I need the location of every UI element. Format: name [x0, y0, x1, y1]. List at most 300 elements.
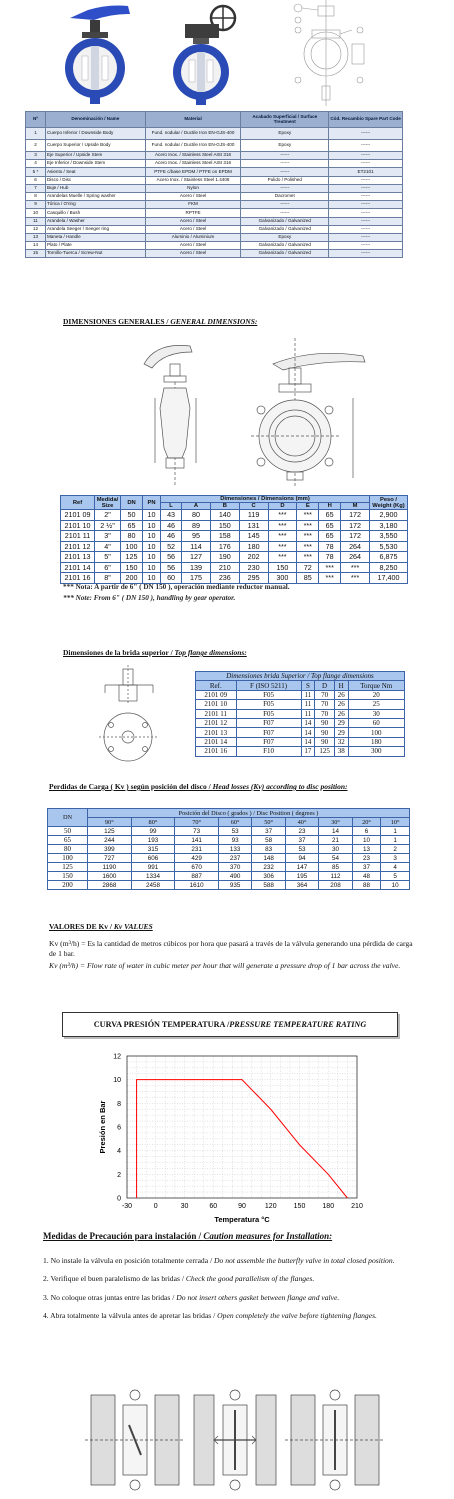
kv-definition-en: Kv (m³/h) = Flow rate of water in cubic meter per hour that will generate a pressure drop of 1 bar across the valve. [49, 961, 401, 970]
col-flange: Ref. [196, 681, 237, 690]
title-en: Kv VALUES [113, 922, 153, 931]
cell-name: Asiento / Seat [45, 168, 145, 176]
cell-number: 2 [26, 140, 46, 152]
table-cell: 11 [301, 690, 315, 699]
cell-dn: 80 [48, 845, 88, 854]
cell-name: Disco / Disc [45, 176, 145, 184]
caution-item [43, 1274, 423, 1284]
col-dim: M [341, 503, 370, 510]
caution-list [43, 1256, 423, 1321]
flange-drawing [85, 665, 175, 765]
table-cell: 230 [239, 562, 268, 573]
table-cell: 58 [252, 836, 285, 845]
top-flange-title [63, 648, 247, 657]
table-cell: 88 [352, 881, 381, 890]
col-name: Denominación / Name [45, 112, 145, 128]
table-cell: 100 [348, 728, 404, 737]
y-tick-label: 2 [117, 1171, 121, 1179]
cell-number: 14 [26, 242, 46, 250]
col-ref: Ref [61, 496, 95, 510]
y-axis-label: Presión en Bar [98, 1100, 107, 1154]
col-dn: DN [121, 496, 143, 510]
table-cell: 25 [348, 700, 404, 709]
x-tick-label: 30 [180, 1203, 189, 1210]
col-flange: H [334, 681, 348, 690]
col-angle: 90° [88, 818, 132, 827]
table-row [196, 718, 405, 727]
table-row [26, 192, 403, 200]
table-cell: 935 [218, 881, 251, 890]
table-cell: 14 [319, 827, 352, 836]
cell-surface: Epoxy [241, 233, 329, 241]
table-cell: 29 [334, 728, 348, 737]
table-cell: 306 [252, 872, 285, 881]
table-cell: 300 [348, 747, 404, 756]
table-cell: 17,400 [370, 573, 408, 584]
cell-surface: ------ [241, 201, 329, 209]
col-angle: 20° [352, 818, 381, 827]
table-cell: 315 [131, 845, 175, 854]
table-cell: 2101 11 [196, 709, 237, 718]
table-cell: 727 [88, 854, 132, 863]
cell-surface: Dacromet [241, 192, 329, 200]
table-cell: 14 [301, 728, 315, 737]
cell-surface: Galvanizado / Galvanized [241, 225, 329, 233]
table-cell: 176 [210, 541, 239, 552]
col-dim: C [239, 503, 268, 510]
table-row [61, 531, 408, 542]
table-cell: 53 [218, 827, 251, 836]
table-cell: 17 [301, 747, 315, 756]
chart-title-en: PRESSURE TEMPERATURE RATING [229, 1020, 367, 1029]
cell-spare-code: ------ [329, 201, 403, 209]
table-cell: *** [268, 510, 297, 521]
cell-spare-code: ------ [329, 250, 403, 258]
table-cell: 85 [319, 863, 352, 872]
table-cell: 80 [182, 510, 211, 521]
table-cell: 200 [121, 573, 143, 584]
table-cell: 50 [121, 510, 143, 521]
cell-name: Cuerpo Inferior / Downside Body [45, 128, 145, 140]
table-cell: 364 [285, 881, 318, 890]
table-cell: 10 [143, 552, 161, 563]
cell-material: Acero Inox. / Stainless Steel AISI 316 [145, 160, 241, 168]
table-cell: 65 [319, 520, 341, 531]
table-subheader-row [48, 818, 410, 827]
table-cell: 11 [301, 709, 315, 718]
table-cell: 2868 [88, 881, 132, 890]
table-cell: *** [319, 573, 341, 584]
table-cell: 125 [315, 747, 335, 756]
table-cell: 90 [315, 728, 335, 737]
cell-surface: ------ [241, 152, 329, 160]
cell-material: Fund. nodular / Ductile Iron EN-GJS-400 [145, 128, 241, 140]
cell-material: Acero / Steel [145, 250, 241, 258]
table-cell: 131 [239, 520, 268, 531]
cell-spare-code: ------ [329, 217, 403, 225]
table-cell: 2458 [131, 881, 175, 890]
exploded-view-drawing [282, 0, 382, 108]
cell-material: Acero Inox. / Stainless Steel 1.4408 [145, 176, 241, 184]
table-cell: 89 [182, 520, 211, 531]
cell-spare-code: ------ [329, 192, 403, 200]
table-cell: 236 [210, 573, 239, 584]
table-cell: 2" [95, 510, 121, 521]
table-cell: 8,250 [370, 562, 408, 573]
cell-material: FKM [145, 201, 241, 209]
table-cell: 5,530 [370, 541, 408, 552]
y-tick-label: 4 [117, 1148, 121, 1156]
table-cell: 2101 10 [61, 520, 95, 531]
cell-material: Nylon [145, 184, 241, 192]
cell-number: 6 [26, 176, 46, 184]
table-row [196, 747, 405, 756]
table-row [48, 872, 410, 881]
table-row [26, 168, 403, 176]
cell-spare-code: ------ [329, 233, 403, 241]
cell-name: Eje Inferior / Downside Stem [45, 160, 145, 168]
cell-name: Casquillo / Bush [45, 209, 145, 217]
table-cell: 83 [252, 845, 285, 854]
table-row [48, 836, 410, 845]
general-dimensions-title [63, 317, 257, 326]
table-cell: 147 [285, 863, 318, 872]
caution-en: Check the good parallelism of the flanges. [185, 1274, 315, 1284]
table-row [26, 128, 403, 140]
table-cell: 6" [95, 562, 121, 573]
table-row [26, 184, 403, 192]
x-tick-label: 180 [322, 1203, 335, 1210]
table-cell: 606 [131, 854, 175, 863]
table-cell: 991 [131, 863, 175, 872]
table-cell: 172 [341, 531, 370, 542]
table-cell: 2101 10 [196, 700, 237, 709]
table-cell: 490 [218, 872, 251, 881]
table-cell: *** [297, 531, 319, 542]
table-cell: 43 [161, 510, 182, 521]
table-cell: 127 [182, 552, 211, 563]
table-cell: 8" [95, 573, 121, 584]
head-losses-title [49, 782, 348, 791]
table-cell: 37 [252, 827, 285, 836]
table-row [26, 233, 403, 241]
table-cell: *** [268, 552, 297, 563]
col-material: Material [145, 112, 241, 128]
cell-number: 3 [26, 152, 46, 160]
valve-lever-photo [60, 2, 140, 106]
chart-title-es: CURVA PRESIÓN TEMPERATURA / [93, 1020, 230, 1029]
cell-dn: 100 [48, 854, 88, 863]
table-cell: 295 [239, 573, 268, 584]
table-cell: 14 [301, 737, 315, 746]
cell-spare-code: ------ [329, 242, 403, 250]
table-cell: 3 [381, 854, 410, 863]
table-cell: 10 [143, 510, 161, 521]
table-cell: 100 [121, 541, 143, 552]
x-axis-label: Temperatura °C [214, 1215, 270, 1224]
table-cell: 56 [161, 552, 182, 563]
table-cell: 172 [341, 510, 370, 521]
table-cell: 2101 16 [196, 747, 237, 756]
cell-dn: 65 [48, 836, 88, 845]
table-cell: 150 [210, 520, 239, 531]
table-cell: 2101 09 [196, 690, 237, 699]
table-row [61, 510, 408, 521]
cell-number: 11 [26, 217, 46, 225]
x-tick-label: 120 [264, 1203, 277, 1210]
table-cell: 190 [210, 552, 239, 563]
table-cell: *** [319, 562, 341, 573]
cell-number: 12 [26, 225, 46, 233]
flange-header: Dimensiones brida Superior / Top flange dimensions [196, 672, 405, 681]
cell-spare-code: ------ [329, 209, 403, 217]
kv-values-title [49, 922, 153, 931]
cell-number: 10 [26, 209, 46, 217]
col-dim: D [268, 503, 297, 510]
head-losses-table [47, 808, 410, 890]
table-cell: 2101 14 [61, 562, 95, 573]
table-row [61, 562, 408, 573]
table-cell: *** [297, 510, 319, 521]
cell-number: 13 [26, 233, 46, 241]
table-cell: 10 [143, 531, 161, 542]
table-cell: 90 [315, 737, 335, 746]
cell-material: RPTFE [145, 209, 241, 217]
table-cell: 148 [252, 854, 285, 863]
table-row [26, 152, 403, 160]
table-cell: *** [341, 562, 370, 573]
table-row [196, 700, 405, 709]
table-cell: 141 [175, 836, 219, 845]
table-cell: 26 [334, 690, 348, 699]
col-dim: L [161, 503, 182, 510]
table-row [61, 552, 408, 563]
table-cell: 887 [175, 872, 219, 881]
table-cell: 38 [334, 747, 348, 756]
col-dim: B [210, 503, 239, 510]
table-cell: 11 [301, 700, 315, 709]
table-cell: F05 [236, 709, 301, 718]
cell-spare-code: ------ [329, 128, 403, 140]
cell-spare-code: ET2101 [329, 168, 403, 176]
table-cell: 73 [175, 827, 219, 836]
table-cell: 65 [319, 531, 341, 542]
cell-material: PTFE c/base EPDM / PTFE on EPDM [145, 168, 241, 176]
table-cell: 10 [143, 520, 161, 531]
x-tick-label: 60 [209, 1203, 218, 1210]
y-tick-label: 10 [113, 1077, 121, 1085]
x-tick-label: 150 [293, 1203, 306, 1210]
table-header-row [61, 496, 408, 503]
table-cell: F10 [236, 747, 301, 756]
cell-material: Acero / Steel [145, 217, 241, 225]
caution-en: Do not assemble the butterfly valve in total closed position. [214, 1256, 395, 1265]
cell-name: Tórica / O'ring [45, 201, 145, 209]
table-cell: 3" [95, 531, 121, 542]
table-cell: 78 [319, 552, 341, 563]
table-cell: 93 [218, 836, 251, 845]
table-cell: 10 [143, 573, 161, 584]
table-cell: 2101 16 [61, 573, 95, 584]
table-cell: 30 [319, 845, 352, 854]
col-angle: 80° [131, 818, 175, 827]
table-cell: 175 [182, 573, 211, 584]
cell-name: Plato / Plate [45, 242, 145, 250]
table-cell: 2101 09 [61, 510, 95, 521]
cell-material: Fund. nodular / Ductile Iron EN-GJS-400 [145, 140, 241, 152]
side-view-drawing [130, 338, 210, 488]
table-cell: 150 [121, 562, 143, 573]
table-cell: 2101 12 [61, 541, 95, 552]
y-tick-label: 12 [113, 1053, 121, 1061]
table-cell: 99 [131, 827, 175, 836]
col-dim: E [297, 503, 319, 510]
table-cell: 264 [341, 541, 370, 552]
cell-name: Cuerpo Superior / Upside Body [45, 140, 145, 152]
table-cell: 133 [218, 845, 251, 854]
table-cell: 37 [352, 863, 381, 872]
table-cell: 65 [121, 520, 143, 531]
table-cell: 2101 13 [61, 552, 95, 563]
cell-name: Maneta / Handle [45, 233, 145, 241]
cell-surface: Galvanizado / Galvanized [241, 242, 329, 250]
table-row [26, 201, 403, 209]
col-position-group: Posición del Disco ( grados ) / Disc Position ( degrees ) [88, 809, 410, 818]
cell-number: 15 [26, 250, 46, 258]
table-cell: 3,180 [370, 520, 408, 531]
table-cell: 70 [315, 700, 335, 709]
cell-number: 1 [26, 128, 46, 140]
title-es: Perdidas de Carga ( Kv ) según posición del disco / [49, 782, 213, 791]
table-row [26, 176, 403, 184]
table-cell: 52 [161, 541, 182, 552]
col-flange: S [301, 681, 315, 690]
table-row [48, 881, 410, 890]
table-cell: 232 [252, 863, 285, 872]
table-header-row [48, 809, 410, 818]
table-cell: 139 [182, 562, 211, 573]
table-cell: 114 [182, 541, 211, 552]
caution-es: 2. Verifique el buen paralelismo de las bridas / [43, 1274, 186, 1284]
table-cell: 78 [319, 541, 341, 552]
table-cell: 140 [210, 510, 239, 521]
table-cell: 4 [381, 863, 410, 872]
table-cell: 13 [352, 845, 381, 854]
col-number: Nº [26, 112, 46, 128]
col-flange: F (ISO 5211) [236, 681, 301, 690]
table-cell: 670 [175, 863, 219, 872]
table-cell: F05 [236, 700, 301, 709]
table-cell: 112 [319, 872, 352, 881]
col-dn: DN [48, 809, 88, 827]
table-cell: 1 [381, 827, 410, 836]
table-row [61, 573, 408, 584]
cell-number: 5 * [26, 168, 46, 176]
table-row [26, 209, 403, 217]
table-cell: *** [268, 541, 297, 552]
table-cell: 4" [95, 541, 121, 552]
col-weight: Peso / Weight (Kg) [370, 496, 408, 510]
table-cell: 429 [175, 854, 219, 863]
title-en: Caution measures for Installation: [203, 1231, 333, 1241]
cell-dn: 125 [48, 863, 88, 872]
cell-surface: ------ [241, 209, 329, 217]
x-tick-label: -30 [121, 1203, 133, 1210]
materials-table [25, 111, 403, 258]
cell-name: Arandela Seeger / Seeger ring [45, 225, 145, 233]
table-row [196, 690, 405, 699]
table-cell: 2101 13 [196, 728, 237, 737]
cell-spare-code: ------ [329, 152, 403, 160]
cell-name: Arandelas Muelle / Spring washer [45, 192, 145, 200]
table-row [61, 520, 408, 531]
cell-material: Acero / Steel [145, 225, 241, 233]
cell-spare-code: ------ [329, 176, 403, 184]
table-cell: 588 [252, 881, 285, 890]
x-tick-label: 210 [351, 1203, 363, 1210]
chart-title-box [62, 1012, 398, 1037]
dimensions-table [60, 495, 408, 584]
col-surface: Acabado Superficial / Surface Treatment [241, 112, 329, 128]
table-row [196, 709, 405, 718]
caution-item [43, 1256, 423, 1266]
installation-drawing-3 [285, 1385, 385, 1493]
table-cell: *** [297, 552, 319, 563]
cell-surface: Epoxy [241, 140, 329, 152]
table-row [48, 845, 410, 854]
cell-surface: ------ [241, 168, 329, 176]
table-cell: *** [268, 520, 297, 531]
cell-surface: Epoxy [241, 128, 329, 140]
table-cell: 145 [239, 531, 268, 542]
col-angle: 30° [319, 818, 352, 827]
table-cell: 21 [319, 836, 352, 845]
caution-item [43, 1293, 423, 1303]
table-cell: 80 [121, 531, 143, 542]
title-en: GENERAL DIMENSIONS: [170, 317, 258, 326]
title-es: Dimensiones de la brida superior / [63, 648, 175, 657]
installation-drawing-1 [85, 1385, 185, 1493]
x-tick-label: 0 [153, 1203, 158, 1210]
col-dim: A [182, 503, 211, 510]
table-cell: 119 [239, 510, 268, 521]
valve-gear-photo [165, 2, 245, 106]
kv-definition-es: Kv (m³/h) = Es la cantidad de metros cúbicos por hora que pasará a través de la válvula generando una pérdida de carga de 1 bar. [49, 939, 413, 959]
caution-es: 3. No coloque otras juntas entre las bridas / [43, 1292, 177, 1302]
table-row [196, 737, 405, 746]
cell-material: Acero / Steel [145, 192, 241, 200]
table-cell: F07 [236, 737, 301, 746]
table-cell: 210 [210, 562, 239, 573]
table-cell: 3,550 [370, 531, 408, 542]
caution-es: 1. No instale la válvula en posición totalmente cerrada / [43, 1256, 215, 1265]
cell-spare-code: ------ [329, 184, 403, 192]
table-header-row [196, 672, 405, 681]
title-en: Head losses (Kv) according to disc position: [212, 782, 348, 791]
table-cell: 85 [297, 573, 319, 584]
table-cell: 60 [348, 718, 404, 727]
col-size: Medida/ Size [95, 496, 121, 510]
table-subheader-row [196, 681, 405, 690]
table-cell: 10 [352, 836, 381, 845]
table-row [26, 250, 403, 258]
flange-table [195, 671, 405, 757]
cell-dn: 150 [48, 872, 88, 881]
cell-number: 4 [26, 160, 46, 168]
col-angle: 10° [381, 818, 410, 827]
table-cell: F07 [236, 718, 301, 727]
table-cell: 10 [143, 541, 161, 552]
